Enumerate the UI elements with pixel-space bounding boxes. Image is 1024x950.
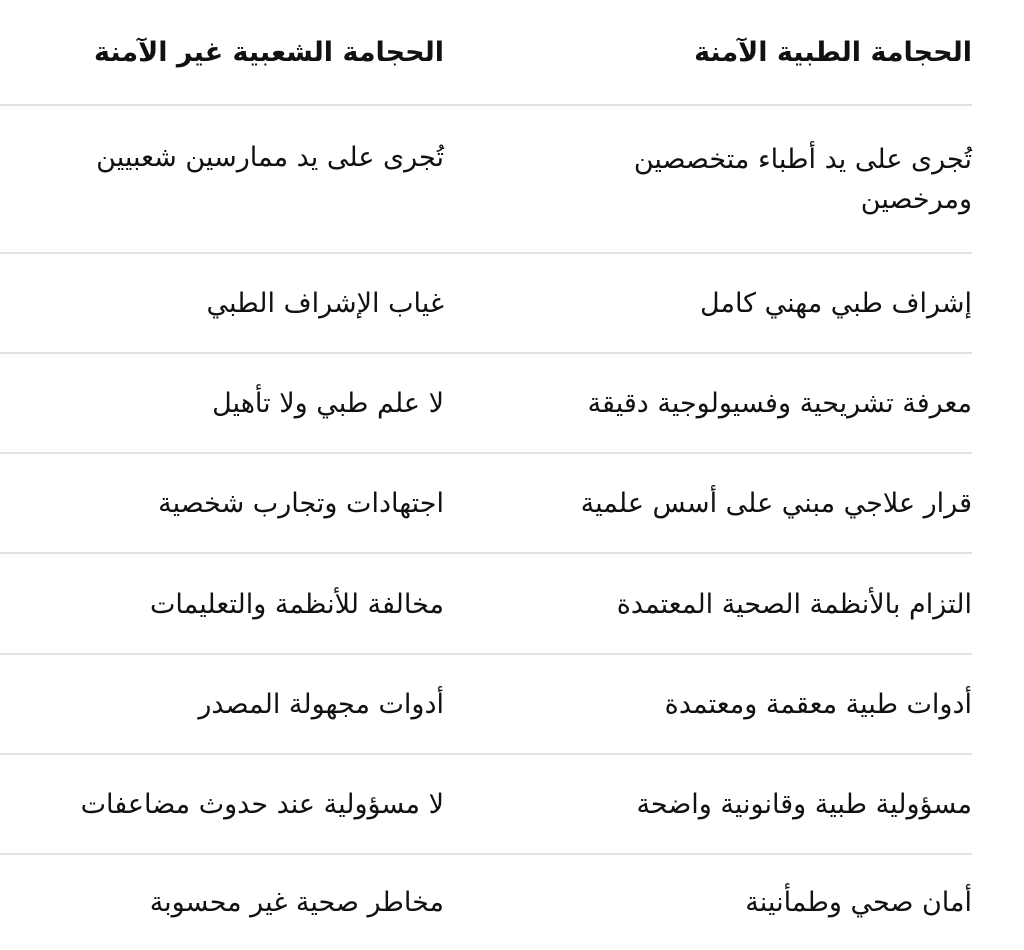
unsafe-cell: أدوات مجهولة المصدر: [198, 689, 444, 720]
unsafe-cell: تُجرى على يد ممارسين شعبيين: [96, 142, 444, 173]
table-row: [0, 454, 1024, 554]
unsafe-cell: اجتهادات وتجارب شخصية: [158, 488, 444, 519]
header-safe-cupping: الحجامة الطبية الآمنة: [694, 37, 972, 68]
table-row: [0, 655, 1024, 755]
safe-cell: إشراف طبي مهني كامل: [700, 288, 972, 319]
safe-cell: تُجرى على يد أطباء متخصصين ومرخصين: [633, 144, 972, 215]
unsafe-cell: لا مسؤولية عند حدوث مضاعفات: [80, 789, 444, 820]
safe-cell: معرفة تشريحية وفسيولوجية دقيقة: [587, 388, 972, 419]
unsafe-cell: مخالفة للأنظمة والتعليمات: [149, 588, 444, 620]
safe-cell: أمان صحي وطمأنينة: [745, 886, 972, 918]
safe-cell: مسؤولية طبية وقانونية واضحة: [636, 789, 972, 820]
table-row: [0, 855, 1024, 950]
unsafe-cell: غياب الإشراف الطبي: [206, 288, 444, 319]
table-row: [0, 254, 1024, 354]
safe-cell: قرار علاجي مبني على أسس علمية: [580, 488, 972, 519]
unsafe-cell: لا علم طبي ولا تأهيل: [212, 388, 444, 419]
safe-cell: التزام بالأنظمة الصحية المعتمدة: [616, 588, 972, 620]
unsafe-cell: مخاطر صحية غير محسوبة: [149, 886, 444, 918]
table-header-row: [0, 0, 1024, 106]
header-unsafe-cupping: الحجامة الشعبية غير الآمنة: [94, 37, 444, 68]
safe-cell: أدوات طبية معقمة ومعتمدة: [664, 689, 972, 720]
table-row: [0, 354, 1024, 454]
table-row: [0, 554, 1024, 655]
table-row: [0, 755, 1024, 855]
table-row: [0, 106, 1024, 254]
